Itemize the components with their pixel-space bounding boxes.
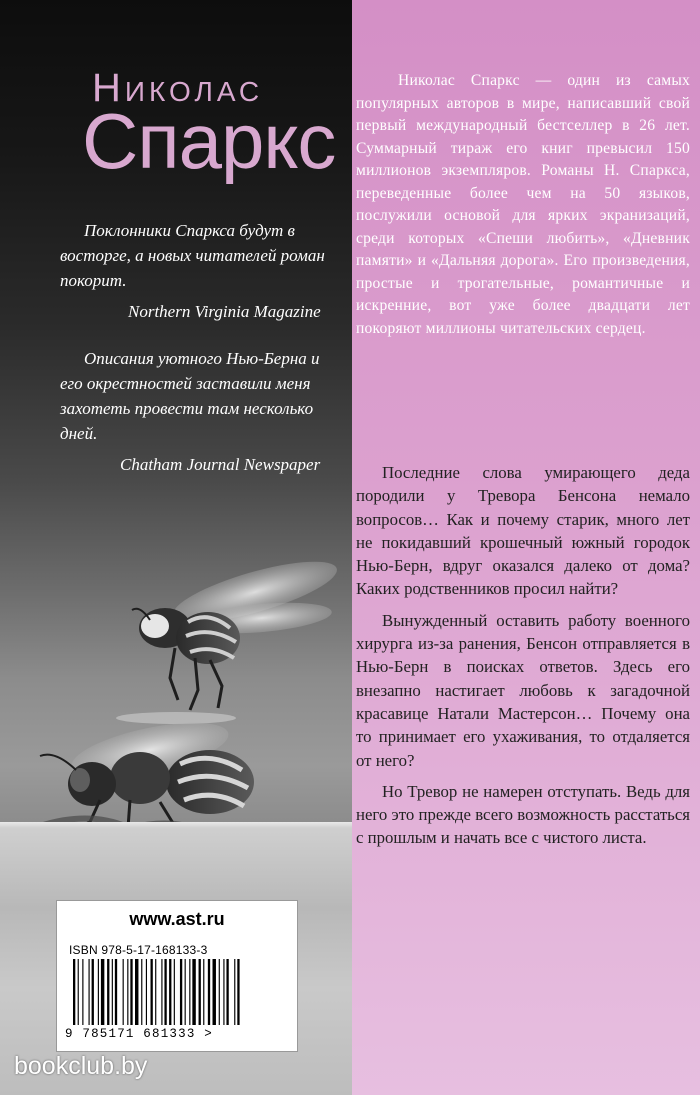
isbn-text: ISBN 978-5-17-168133-3 <box>69 943 208 957</box>
review-quote-source: Chatham Journal Newspaper <box>120 455 321 474</box>
review-quote-text: Описания уютного Нью-Берна и его окрестностей заставили меня захотеть провести там несколько дней. <box>60 349 320 443</box>
right-panel <box>352 0 700 1095</box>
barcode-box <box>56 900 298 1052</box>
author-last-name: Спаркс <box>82 97 336 185</box>
barcode-number: 9 785171 681333 > <box>65 1027 213 1041</box>
publisher-site: www.ast.ru <box>129 909 225 929</box>
review-quote-2 <box>60 346 340 477</box>
author-bio-text: Николас Спаркс — один из самых популярных авторов в мире, написавший свой первый международный бестселлер в 26 лет. Суммарный тираж его книг превысил 150 миллионов экземпляров. Романы Н. Спаркса, переведенные более чем на 50 языков, послужили основой для ярких экранизаций, среди которых «Спеши любить», «Дневник памяти» и «Дальняя дорога». Его произведения, простые и трогательные, романтичные и искренние, вот уже более двадцати лет покоряют миллионы читательских сердец. <box>356 72 690 337</box>
synopsis-paragraph: Вынужденный оставить работу военного хирурга из-за ранения, Бенсон отправляется в Нью-Берн в поисках ответов. Здесь его внезапно настигает любовь к загадочной красавице Натали Мастерсон… Почему она то принимает его ухаживания, то отдаляется от него? <box>356 610 690 770</box>
watermark: bookclub.by <box>14 1052 148 1080</box>
synopsis-paragraph: Но Тревор не намерен отступать. Ведь для него это прежде всего возможность расстаться с прошлым и начать все с чистого листа. <box>356 781 690 848</box>
synopsis-paragraph: Последние слова умирающего деда породили у Тревора Бенсона немало вопросов… Как и почему старик, много лет не покидавший крошечный южный городок Нью-Берн, вдруг оказался далеко от дома? Каких родственников просил найти? <box>356 463 690 599</box>
barcode-bars <box>71 959 285 1029</box>
review-quote-source: Northern Virginia Magazine <box>128 302 321 321</box>
review-quote-text: Поклонники Спаркса будут в восторге, а новых читателей роман покорит. <box>60 221 325 290</box>
book-synopsis <box>356 461 690 858</box>
review-quote-1 <box>60 218 340 324</box>
author-bio <box>356 70 690 340</box>
author-first-name: Николас <box>92 66 264 110</box>
